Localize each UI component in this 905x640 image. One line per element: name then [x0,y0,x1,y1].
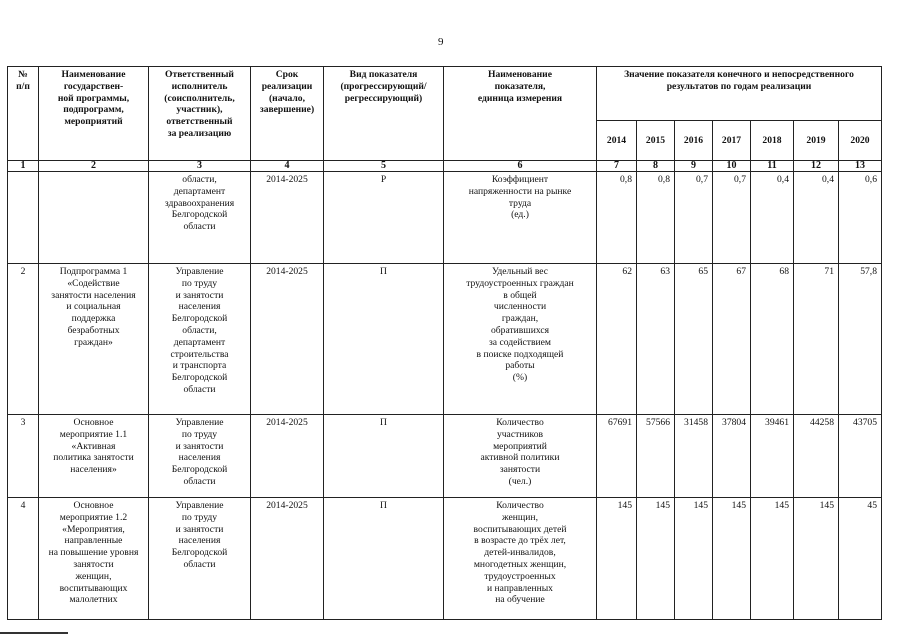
row-value: 0,7 [713,172,751,264]
row-value: 145 [794,498,839,620]
header-year: 2014 [597,121,637,161]
row-value: 145 [675,498,713,620]
row-name: Основное мероприятие 1.1 «Активная политика занятости населения» [39,415,149,498]
row-responsible: Управление по труду и занятости населения Белгородской области, департамент строительства и транспорта Белгородской области [149,264,251,415]
row-value: 145 [713,498,751,620]
header-period: Срок реализации (начало, завершение) [251,67,324,161]
row-num [8,172,39,264]
row-value: 0,7 [675,172,713,264]
row-value: 0,4 [751,172,794,264]
row-name: Подпрограмма 1 «Содействие занятости населения и социальная поддержка безработных граждан» [39,264,149,415]
header-year: 2018 [751,121,794,161]
row-value: 68 [751,264,794,415]
row-value: 43705 [839,415,882,498]
row-value: 0,4 [794,172,839,264]
row-type: П [324,498,444,620]
row-period: 2014-2025 [251,172,324,264]
column-number: 13 [839,161,882,172]
column-number: 1 [8,161,39,172]
table-row [8,172,882,264]
column-number: 4 [251,161,324,172]
row-num: 4 [8,498,39,620]
column-number: 10 [713,161,751,172]
row-period: 2014-2025 [251,264,324,415]
header-values-group: Значение показателя конечного и непосредственного результатов по годам реализации [597,67,882,121]
header-program: Наименование государствен- ной программы, подпрограмм, мероприятий [39,67,149,161]
row-name: Основное мероприятие 1.2 «Мероприятия, направленные на повышение уровня занятости женщин, воспитывающих малолетних [39,498,149,620]
row-value: 57566 [637,415,675,498]
row-value: 65 [675,264,713,415]
page-number: 9 [438,36,444,48]
column-number: 3 [149,161,251,172]
row-type: Р [324,172,444,264]
column-number: 12 [794,161,839,172]
header-responsible: Ответственный исполнитель (соисполнитель, участник), ответственный за реализацию [149,67,251,161]
row-value: 31458 [675,415,713,498]
row-period: 2014-2025 [251,415,324,498]
row-period: 2014-2025 [251,498,324,620]
row-value: 145 [637,498,675,620]
row-value: 39461 [751,415,794,498]
header-num: № п/п [8,67,39,161]
column-number: 7 [597,161,637,172]
header-year: 2015 [637,121,675,161]
row-indicator: Количество женщин, воспитывающих детей в возрасте до трёх лет, детей-инвалидов, многодетных женщин, трудоустроенных и направленных на обучение [444,498,597,620]
column-number: 8 [637,161,675,172]
row-value: 44258 [794,415,839,498]
row-type: П [324,415,444,498]
table-row [8,264,882,415]
table-row [8,498,882,620]
row-value: 145 [597,498,637,620]
row-value: 0,8 [597,172,637,264]
row-value: 0,6 [839,172,882,264]
column-number: 11 [751,161,794,172]
row-value: 62 [597,264,637,415]
row-value: 145 [751,498,794,620]
header-year: 2020 [839,121,882,161]
row-indicator: Коэффициент напряженности на рынке труда (ед.) [444,172,597,264]
row-responsible: Управление по труду и занятости населения Белгородской области [149,415,251,498]
header-year: 2017 [713,121,751,161]
column-number: 5 [324,161,444,172]
column-number: 6 [444,161,597,172]
row-value: 63 [637,264,675,415]
row-value: 57,8 [839,264,882,415]
header-indicator-name: Наименование показателя, единица измерения [444,67,597,161]
page-divider [0,632,68,634]
row-num: 2 [8,264,39,415]
row-value: 0,8 [637,172,675,264]
column-number: 2 [39,161,149,172]
row-indicator: Удельный вес трудоустроенных граждан в общей численности граждан, обратившихся за содействием в поиске подходящей работы (%) [444,264,597,415]
row-value: 67 [713,264,751,415]
row-value: 67691 [597,415,637,498]
column-number: 9 [675,161,713,172]
row-value: 71 [794,264,839,415]
row-value: 37804 [713,415,751,498]
row-name [39,172,149,264]
header-indicator-type: Вид показателя (прогрессирующий/ регрессирующий) [324,67,444,161]
row-indicator: Количество участников мероприятий активной политики занятости (чел.) [444,415,597,498]
row-responsible: Управление по труду и занятости населения Белгородской области [149,498,251,620]
header-year: 2019 [794,121,839,161]
row-type: П [324,264,444,415]
indicators-table [7,66,882,620]
table-row [8,415,882,498]
row-responsible: области, департамент здравоохранения Белгородской области [149,172,251,264]
row-num: 3 [8,415,39,498]
header-year: 2016 [675,121,713,161]
row-value: 45 [839,498,882,620]
